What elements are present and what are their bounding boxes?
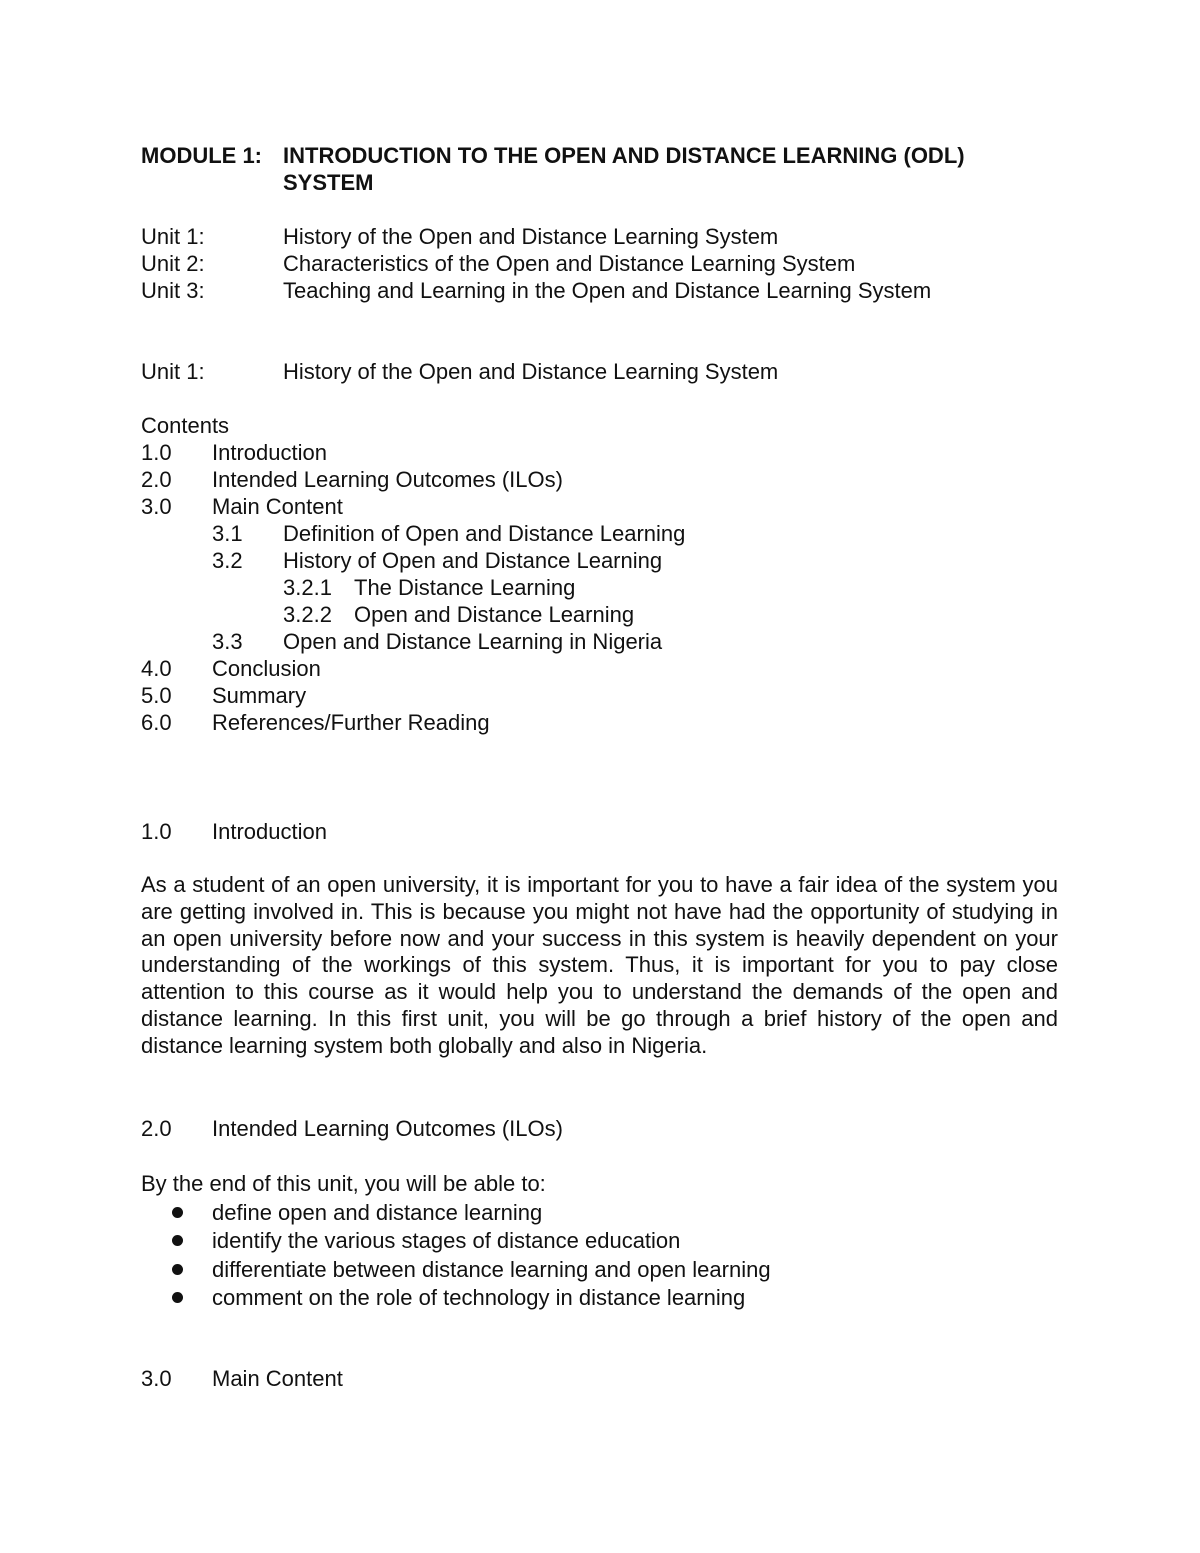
toc-number: 3.3 (212, 629, 243, 654)
toc-entry: Conclusion (212, 656, 321, 681)
section-number: 1.0 (141, 819, 172, 844)
current-unit-title: History of the Open and Distance Learning System (283, 359, 779, 384)
toc-entry: References/Further Reading (212, 710, 490, 735)
unit-label: Unit 3: (141, 278, 205, 303)
toc-number: 3.2.2 (283, 602, 332, 627)
unit-label: Unit 1: (141, 224, 205, 249)
bullet-icon (172, 1264, 183, 1275)
toc-number: 3.1 (212, 521, 243, 546)
unit-title: Teaching and Learning in the Open and Distance Learning System (283, 278, 932, 303)
section-heading-main-content: Main Content (212, 1366, 343, 1391)
toc-entry: Open and Distance Learning in Nigeria (283, 629, 663, 654)
unit-label: Unit 2: (141, 251, 205, 276)
toc-number: 2.0 (141, 467, 172, 492)
toc-number: 1.0 (141, 440, 172, 465)
toc-number: 3.2 (212, 548, 243, 573)
list-item: identify the various stages of distance education (212, 1228, 681, 1253)
toc-number: 6.0 (141, 710, 172, 735)
toc-number: 3.0 (141, 494, 172, 519)
bullet-icon (172, 1235, 183, 1246)
module-title-line-1: INTRODUCTION TO THE OPEN AND DISTANCE LEARNING (ODL) (283, 143, 965, 168)
toc-entry: Main Content (212, 494, 343, 519)
module-title-line-2: SYSTEM (283, 170, 374, 195)
toc-entry: Definition of Open and Distance Learning (283, 521, 686, 546)
section-number: 2.0 (141, 1116, 172, 1141)
toc-entry: Open and Distance Learning (354, 602, 635, 627)
toc-entry: Intended Learning Outcomes (ILOs) (212, 467, 563, 492)
contents-heading: Contents (141, 413, 230, 438)
toc-number: 3.2.1 (283, 575, 332, 600)
list-item: differentiate between distance learning and open learning (212, 1257, 771, 1282)
toc-number: 5.0 (141, 683, 172, 708)
section-heading-introduction: Introduction (212, 819, 327, 844)
toc-entry: Summary (212, 683, 307, 708)
section-number: 3.0 (141, 1366, 172, 1391)
ilos-lead-text: By the end of this unit, you will be able to: (141, 1171, 546, 1196)
section-heading-ilos: Intended Learning Outcomes (ILOs) (212, 1116, 563, 1141)
unit-title: Characteristics of the Open and Distance Learning System (283, 251, 856, 276)
toc-entry: Introduction (212, 440, 327, 465)
toc-number: 4.0 (141, 656, 172, 681)
toc-entry: History of Open and Distance Learning (283, 548, 663, 573)
list-item: comment on the role of technology in distance learning (212, 1285, 746, 1310)
module-label: MODULE 1: (141, 143, 262, 168)
bullet-icon (172, 1207, 183, 1218)
bullet-icon (172, 1292, 183, 1303)
unit-title: History of the Open and Distance Learning System (283, 224, 779, 249)
toc-entry: The Distance Learning (354, 575, 576, 600)
list-item: define open and distance learning (212, 1200, 543, 1225)
current-unit-label: Unit 1: (141, 359, 205, 384)
introduction-paragraph: As a student of an open university, it is important for you to have a fair idea of the system you are getting involved in. This is because you might not have had the opportunity of studying in an open university before now and your success in this system is heavily dependent on your understanding of the workings of this system. Thus, it is important for you to pay close attention to this course as it would help you to understand the demands of the open and distance learning. In this first unit, you will be go through a brief history of the open and distance learning system both globally and also in Nigeria. (141, 872, 1058, 1058)
